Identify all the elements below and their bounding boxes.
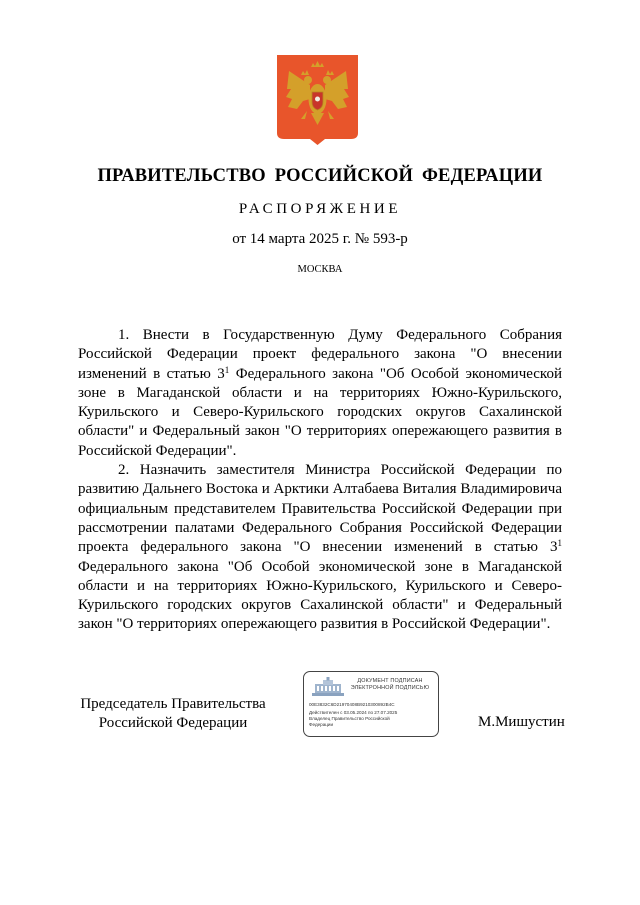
signatory-role — [78, 695, 268, 733]
superscript: 1 — [557, 538, 562, 549]
government-title: ПРАВИТЕЛЬСТВО РОССИЙСКОЙ ФЕДЕРАЦИИ — [97, 166, 543, 186]
superscript: 1 — [224, 364, 230, 375]
paragraph-2 — [78, 461, 562, 635]
paragraph-2-text-continued: Федерального закона "Об Особой экономической зоне в Магаданской области и на территориях Южно-Курильского, Курильского и Северо-Курильского городских округов Сахалинской области" и Федеральный закон "О территориях опережающего развития в Российской Федерации". — [78, 558, 562, 633]
document-type: РАСПОРЯЖЕНИЕ — [238, 201, 402, 217]
stamp-title-line-1: ДОКУМЕНТ ПОДПИСАН — [357, 678, 423, 684]
government-building-icon — [312, 677, 344, 697]
signatory-role-line-1: Председатель Правительства — [80, 696, 266, 712]
signatory-name: М.Мишустин — [478, 714, 565, 730]
stamp-validity: Действителен с 03.05.2024 по 27.07.2025 — [309, 710, 398, 715]
stamp-title — [342, 678, 438, 692]
document-date-number: от 14 марта 2025 г. № 593-р — [232, 231, 408, 247]
paragraph-1-text: 1. Внести в Государственную Думу Федерального Собрания Российской Федерации проект федерального закона "О внесении изменений в статью 3 — [78, 327, 562, 382]
coat-of-arms-icon — [277, 55, 358, 145]
document-body — [78, 326, 562, 635]
document-city: МОСКВА — [297, 264, 343, 275]
signatory-role-line-2: Российской Федерации — [98, 715, 248, 731]
stamp-owner-line-2: Федерации — [309, 722, 334, 727]
stamp-owner-line-1: Владелец Правительство Российской — [309, 716, 390, 721]
stamp-certificate-number: 00E3832C6D21970408B9210300892B4C — [309, 702, 395, 707]
stamp-title-line-2: ЭЛЕКТРОННОЙ ПОДПИСЬЮ — [350, 685, 430, 691]
paragraph-1-text-continued: Федерального закона "Об Особой экономической зоне в Магаданской области и на территориях Южно-Курильского, Курильского и Северо-Курильского городских округов Сахалинской области" и Федеральный закон "О территориях опережающего развития в Российской Федерации". — [78, 365, 562, 459]
paragraph-2-text: 2. Назначить заместителя Министра Российской Федерации по развитию Дальнего Востока и Арктики Алтабаева Виталия Владимировича официальным представителем Правительства Российской Федерации при рассмотрении палатами Федерального Собрания Российской Федерации проекта федерального закона "О внесении изменений в статью 3 — [78, 462, 562, 556]
paragraph-1 — [78, 326, 562, 461]
electronic-signature-stamp — [303, 671, 439, 737]
